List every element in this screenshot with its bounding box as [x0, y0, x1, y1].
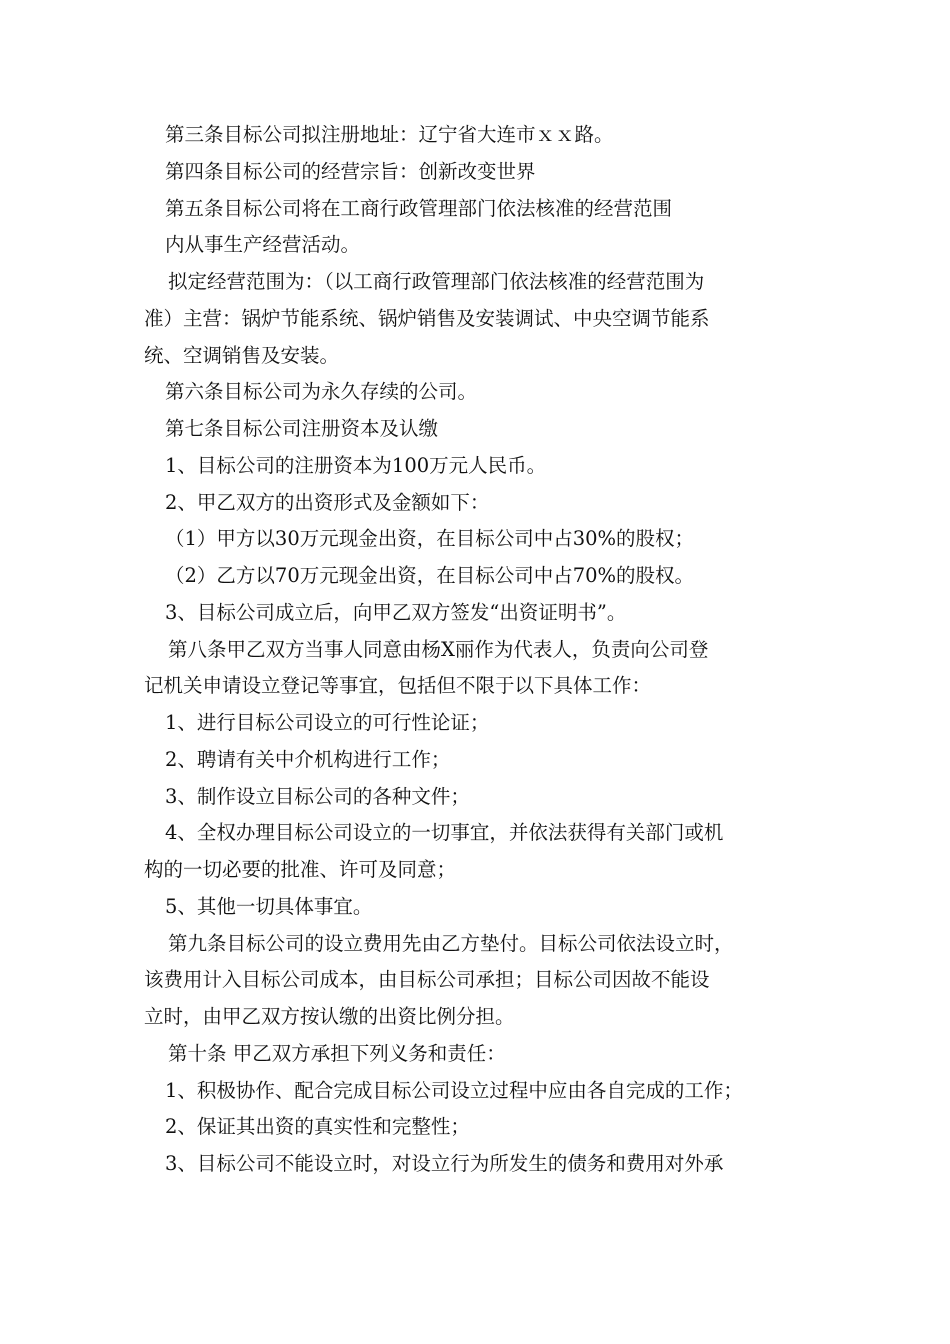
- text-line: 第六条目标公司为永久存续的公司。: [165, 380, 478, 404]
- text-line: 3、目标公司成立后，向甲乙双方签发“出资证明书”。: [165, 600, 627, 624]
- text-line: 第八条甲乙双方当事人同意由杨X丽作为代表人，负责向公司登: [168, 637, 709, 661]
- text-line: 2、甲乙双方的出资形式及金额如下：: [165, 490, 490, 514]
- text-line: 统、空调销售及安装。: [144, 343, 340, 367]
- text-line: 1、进行目标公司设立的可行性论证；: [165, 711, 490, 734]
- text-line: 1、积极协作、配合完成目标公司设立过程中应由各自完成的工作；: [165, 1078, 743, 1102]
- text-line: 1、目标公司的注册资本为100万元人民币。: [165, 453, 547, 477]
- text-line: 第五条目标公司将在工商行政管理部门依法核准的经营范围: [165, 196, 673, 220]
- text-line: 第九条目标公司的设立费用先由乙方垫付。目标公司依法设立时，: [168, 931, 734, 955]
- text-line: 3、制作设立目标公司的各种文件；: [165, 784, 470, 808]
- text-line: 拟定经营范围为：（以工商行政管理部门依法核准的经营范围为: [168, 270, 705, 293]
- text-line: 立时，由甲乙双方按认缴的出资比例分担。: [144, 1005, 515, 1028]
- text-line: 第十条 甲乙双方承担下列义务和责任：: [168, 1041, 506, 1065]
- text-line: 准）主营：锅炉节能系统、锅炉销售及安装调试、中央空调节能系: [144, 306, 710, 330]
- text-line: 2、聘请有关中介机构进行工作；: [165, 747, 451, 771]
- text-line: 4、全权办理目标公司设立的一切事宜，并依法获得有关部门或机: [165, 821, 724, 845]
- text-line: 第七条目标公司注册资本及认缴: [165, 417, 439, 440]
- text-line: 记机关申请设立登记等事宜，包括但不限于以下具体工作：: [144, 674, 652, 698]
- text-line: 构的一切必要的批准、许可及同意；: [144, 858, 457, 881]
- text-line: 第四条目标公司的经营宗旨：创新改变世界: [165, 159, 536, 183]
- text-line: （2）乙方以70万元现金出资，在目标公司中占70%的股权。: [165, 564, 695, 587]
- text-line: 2、保证其出资的真实性和完整性；: [165, 1115, 470, 1139]
- text-line: （1）甲方以30万元现金出资，在目标公司中占30%的股权；: [165, 527, 695, 551]
- text-line: 5、其他一切具体事宜。: [165, 894, 373, 918]
- text-line: 该费用计入目标公司成本，由目标公司承担；目标公司因故不能设: [144, 968, 710, 992]
- text-line: 内从事生产经营活动。: [165, 233, 361, 257]
- text-line: 3、目标公司不能设立时，对设立行为所发生的债务和费用对外承: [165, 1152, 724, 1175]
- text-line: 第三条目标公司拟注册地址：辽宁省大连市ｘｘ路。: [165, 123, 614, 146]
- document-body: [144, 117, 819, 1183]
